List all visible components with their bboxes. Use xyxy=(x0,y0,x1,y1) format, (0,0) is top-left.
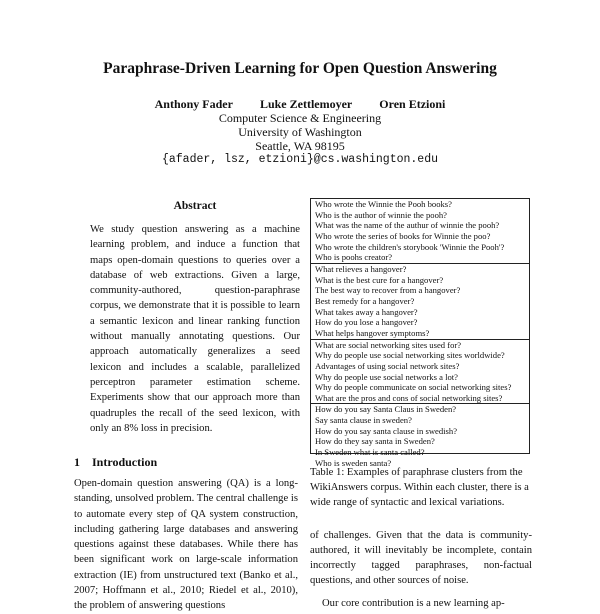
table-row: How do you say Santa Claus in Sweden? xyxy=(315,404,457,415)
table-row: Best remedy for a hangover? xyxy=(315,295,415,306)
table-row: Say santa clause in sweden? xyxy=(315,415,412,426)
table-row: Why do people use social networks a lot? xyxy=(315,371,458,382)
table-row: What is the best cure for a hangover? xyxy=(315,274,444,285)
table-row: What relieves a hangover? xyxy=(315,263,407,274)
affiliation-line: University of Washington xyxy=(238,125,362,139)
intro-body: Open-domain question answering (QA) is a long-standing, unsolved problem. The central challenge is to automate every step of QA system construction, including gathering large databases and answering questions against these databases. While there has been significant work on large-scale information extraction (IE) from unstructured text (Banko et al., 2007; Hoffmann et al., 2010; Riedel et al., 2010), the problem of answering questions xyxy=(74,478,298,612)
table-row: Who wrote the series of books for Winnie the poo? xyxy=(315,230,491,241)
table-row: Why do people use social networking sites worldwide? xyxy=(315,350,505,361)
author-email: {afader, lsz, etzioni}@cs.washington.edu xyxy=(161,153,439,166)
table-row: Why do people communicate on social networking sites? xyxy=(315,382,512,393)
affiliation-line: Seattle, WA 98195 xyxy=(255,139,345,153)
table-row: How do you say santa clause in swedish? xyxy=(315,425,458,436)
table-row: Advantages of using social network sites? xyxy=(315,360,460,371)
table-row: What are the pros and cons of social networking sites? xyxy=(315,392,503,403)
table-row: Who is sweden santa? xyxy=(315,457,392,468)
abstract-heading: Abstract xyxy=(173,200,217,212)
section-heading xyxy=(74,455,157,470)
abstract-body: We study question answering as a machine learning problem, and induce a function that maps open-domain questions to queries over a database of web extractions. Given a large, community-authored, question-paraphrase corpus, we demonstrate that it is possible to learn a semantic lexicon and linear ranking function without manually annotating questions. Our approach automatically generalizes a seed lexicon and includes a scalable, parallelized perceptron parameter estimation scheme. Experiments show that our approach more than quadruples the recall of the seed lexicon, with only an 8% loss in precision. xyxy=(90,224,300,434)
table-row: Who wrote the children's storybook 'Winnie the Pooh'? xyxy=(315,241,505,252)
table-row: How do you lose a hangover? xyxy=(315,317,418,328)
affiliation-line: Computer Science & Engineering xyxy=(218,111,382,125)
paraphrase-table xyxy=(310,198,530,468)
table-row: What takes away a hangover? xyxy=(315,306,418,317)
section-title: Introduction xyxy=(92,455,158,469)
paragraph: of challenges. Given that the data is community-authored, it will inevitably be incomplete, contain incorrectly tagged paraphrases, non-factual questions, and other sources of noise. xyxy=(310,530,532,586)
table-row: In Sweden what is santa called? xyxy=(315,447,425,458)
paraphrase-cluster xyxy=(311,339,529,404)
author-name: Anthony Fader xyxy=(154,97,233,111)
table-row: Who wrote the Winnie the Pooh books? xyxy=(315,199,452,209)
table-row: What are social networking sites used for? xyxy=(315,339,462,350)
paper-title: Paraphrase-Driven Learning for Open Question Answering xyxy=(103,60,497,77)
paragraph: Our core contribution is a new learning ap- xyxy=(322,598,505,609)
paraphrase-cluster xyxy=(311,199,529,263)
author-list xyxy=(0,97,600,112)
table-caption: Table 1: Examples of paraphrase clusters from the WikiAnswers corpus. Within each cluster, there is a wide range of syntactic and lexical variations. xyxy=(310,467,529,508)
author-name: Oren Etzioni xyxy=(379,97,446,111)
paraphrase-cluster xyxy=(311,403,529,468)
table-row: How do they say santa in Sweden? xyxy=(315,436,435,447)
paraphrase-cluster xyxy=(311,263,529,339)
table-row: What was the name of the authur of winnie the pooh? xyxy=(315,220,500,231)
right-column-text xyxy=(310,528,532,611)
table-row: The best way to recover from a hangover? xyxy=(315,285,461,296)
section-number: 1 xyxy=(74,455,80,469)
table-row: Who is the author of winnie the pooh? xyxy=(315,209,447,220)
table-row: Who is poohs creator? xyxy=(315,252,393,263)
author-name: Luke Zettlemoyer xyxy=(259,97,353,111)
table-row: What helps hangover symptoms? xyxy=(315,327,430,338)
